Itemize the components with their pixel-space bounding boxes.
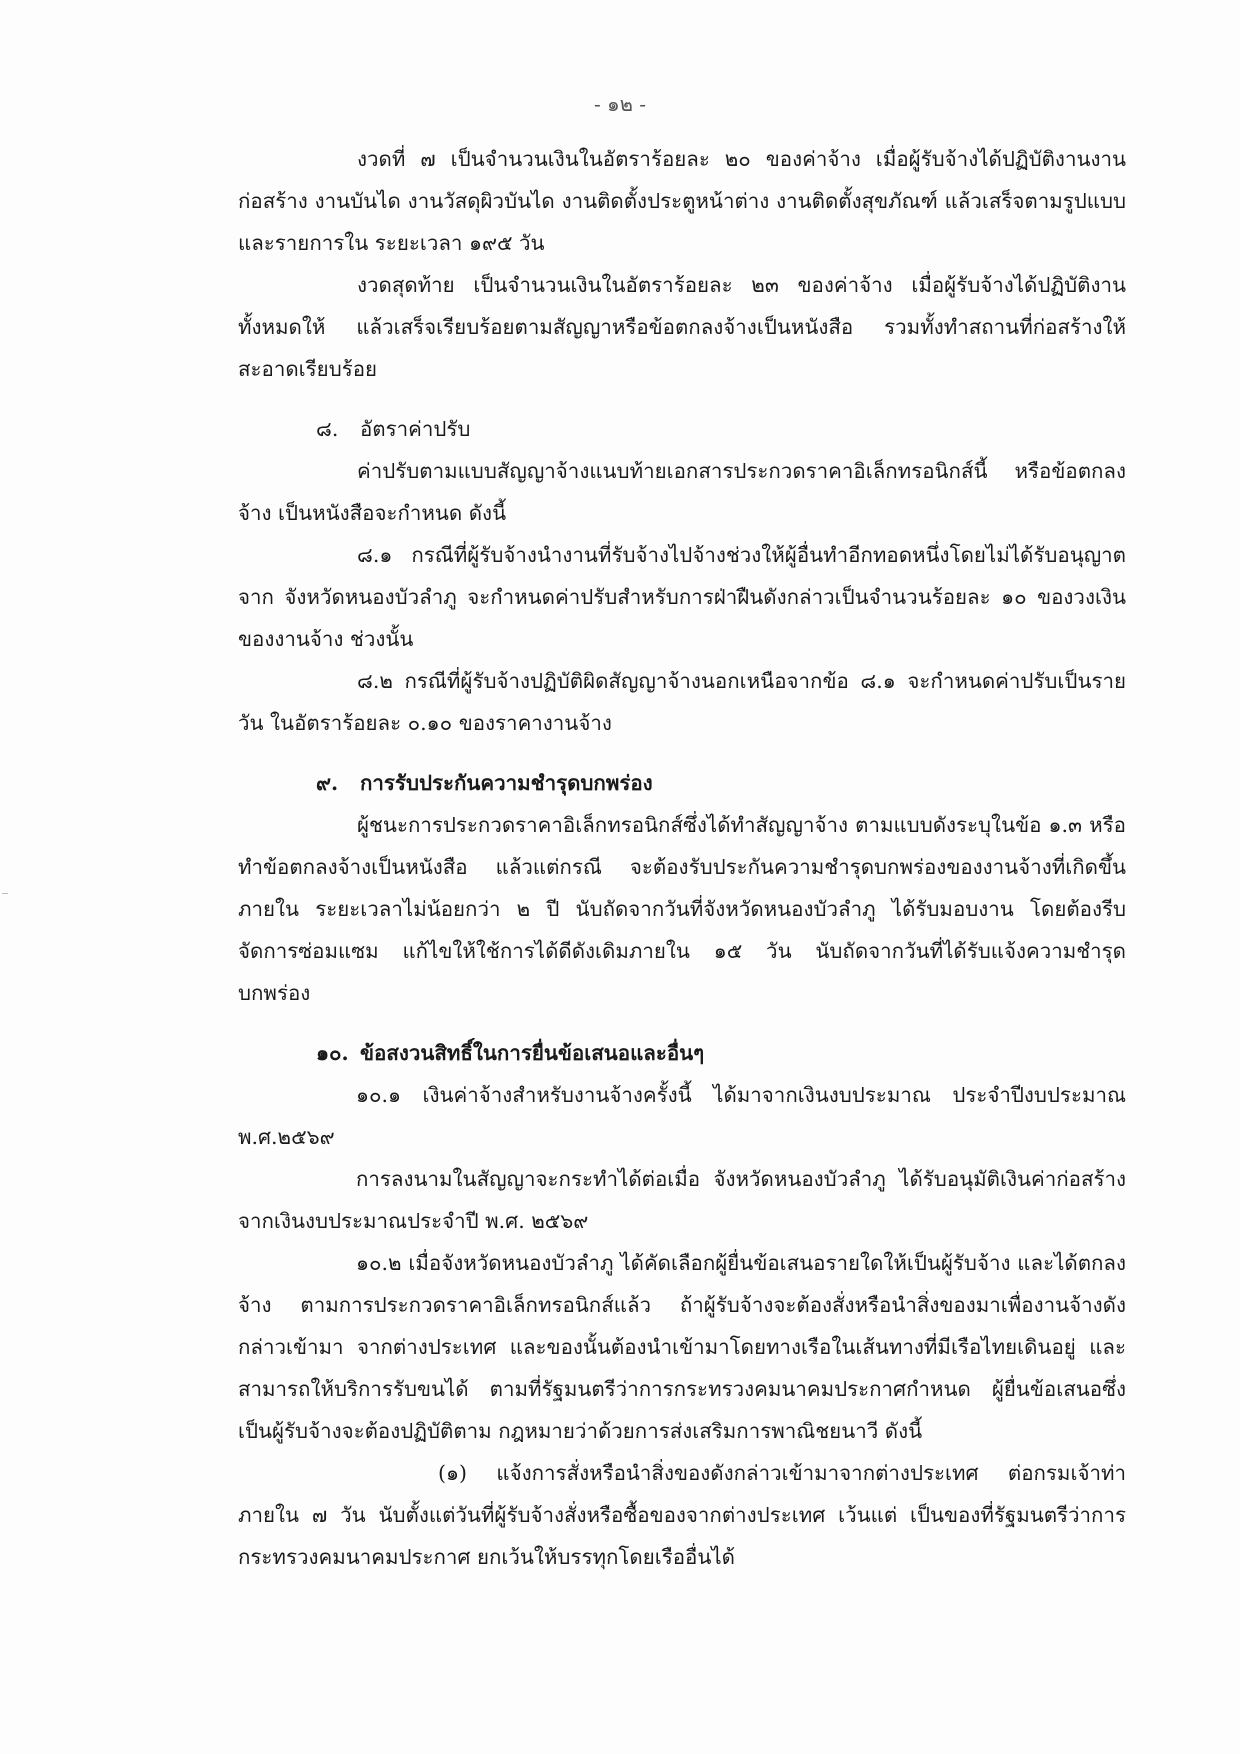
section-title-9: การรับประกันความชำรุดบกพร่อง — [360, 771, 653, 795]
paragraph-fine-intro: ค่าปรับตามแบบสัญญาจ้างแนบท้ายเอกสารประกวดราคาอิเล็กทรอนิกส์นี้ หรือข้อตกลงจ้าง เป็นหนังสือจะกำหนด ดังนี้ — [238, 459, 1126, 525]
section-title-10: ข้อสงวนสิทธิ์ในการยื่นข้อเสนอและอื่นๆ — [360, 1041, 705, 1065]
section-number-10: ๑๐. — [316, 1041, 349, 1065]
section-heading-10 — [238, 1032, 1126, 1074]
page-number: - ๑๒ - — [593, 92, 647, 116]
section-heading-9 — [238, 762, 1126, 804]
paragraph-8-2: ๘.๒ กรณีที่ผู้รับจ้างปฏิบัติผิดสัญญาจ้างนอกเหนือจากข้อ ๘.๑ จะกำหนดค่าปรับเป็นรายวัน ในอัตราร้อยละ ๐.๑๐ ของราคางานจ้าง — [238, 669, 1126, 735]
paragraph-installment-7: งวดที่ ๗ เป็นจำนวนเงินในอัตราร้อยละ ๒๐ ของค่าจ้าง เมื่อผู้รับจ้างได้ปฏิบัติงานงานก่อสร้าง งานบันได งานวัสดุผิวบันได งานติดตั้งประตูหน้าต่าง งานติดตั้งสุขภัณฑ์ แล้วเสร็จตามรูปแบบและรายการใน ระยะเวลา ๑๙๕ วัน — [238, 147, 1126, 255]
section-heading-8 — [238, 408, 1126, 450]
paragraph-10-2: ๑๐.๒ เมื่อจังหวัดหนองบัวลำภู ได้คัดเลือกผู้ยื่นข้อเสนอรายใดให้เป็นผู้รับจ้าง และได้ตกลงจ้าง ตามการประกวดราคาอิเล็กทรอนิกส์แล้ว ถ้าผู้รับจ้างจะต้องสั่งหรือนำสิ่งของมาเพื่องานจ้างดังกล่าวเข้ามา จากต่างประเทศ และของนั้นต้องนำเข้ามาโดยทางเรือในเส้นทางที่มีเรือไทยเดินอยู่ และสามารถให้บริการรับขนได้ ตามที่รัฐมนตรีว่าการกระทรวงคมนาคมประกาศกำหนด ผู้ยื่นข้อเสนอซึ่งเป็นผู้รับจ้างจะต้องปฏิบัติตาม กฎหมายว่าด้วยการส่งเสริมการพาณิชยนาวี ดังนี้ — [238, 1251, 1126, 1443]
paragraph-final-installment: งวดสุดท้าย เป็นจำนวนเงินในอัตราร้อยละ ๒๓ ของค่าจ้าง เมื่อผู้รับจ้างได้ปฏิบัติงานทั้งหมดให้ แล้วเสร็จเรียบร้อยตามสัญญาหรือข้อตกลงจ้างเป็นหนังสือ รวมทั้งทำสถานที่ก่อสร้างให้สะอาดเรียบร้อย — [238, 273, 1126, 381]
section-title-8: อัตราค่าปรับ — [360, 417, 471, 441]
document-body — [238, 138, 1126, 1578]
scan-mark — [2, 893, 8, 894]
paragraph-contract-signing: การลงนามในสัญญาจะกระทำได้ต่อเมื่อ จังหวัดหนองบัวลำภู ได้รับอนุมัติเงินค่าก่อสร้าง จากเงินงบประมาณประจำปี พ.ศ. ๒๕๖๙ — [238, 1167, 1126, 1233]
section-number-9: ๙. — [316, 771, 339, 795]
section-number-8: ๘. — [316, 417, 339, 441]
paragraph-warranty: ผู้ชนะการประกวดราคาอิเล็กทรอนิกส์ซึ่งได้ทำสัญญาจ้าง ตามแบบดังระบุในข้อ ๑.๓ หรือทำข้อตกลงจ้างเป็นหนังสือ แล้วแต่กรณี จะต้องรับประกันความชำรุดบกพร่องของงานจ้างที่เกิดขึ้นภายใน ระยะเวลาไม่น้อยกว่า ๒ ปี นับถัดจากวันที่จังหวัดหนองบัวลำภู ได้รับมอบงาน โดยต้องรีบจัดการซ่อมแซม แก้ไขให้ใช้การได้ดีดังเดิมภายใน ๑๕ วัน นับถัดจากวันที่ได้รับแจ้งความชำรุดบกพร่อง — [238, 813, 1126, 1005]
paragraph-10-1: ๑๐.๑ เงินค่าจ้างสำหรับงานจ้างครั้งนี้ ได้มาจากเงินงบประมาณ ประจำปีงบประมาณ พ.ศ.๒๕๖๙ — [238, 1083, 1126, 1149]
paragraph-10-2-1: (๑) แจ้งการสั่งหรือนำสิ่งของดังกล่าวเข้ามาจากต่างประเทศ ต่อกรมเจ้าท่า ภายใน ๗ วัน นับตั้งแต่วันที่ผู้รับจ้างสั่งหรือซื้อของจากต่างประเทศ เว้นแต่ เป็นของที่รัฐมนตรีว่าการกระทรวงคมนาคมประกาศ ยกเว้นให้บรรทุกโดยเรืออื่นได้ — [238, 1461, 1126, 1569]
paragraph-8-1: ๘.๑ กรณีที่ผู้รับจ้างนำงานที่รับจ้างไปจ้างช่วงให้ผู้อื่นทำอีกทอดหนึ่งโดยไม่ได้รับอนุญาตจาก จังหวัดหนองบัวลำภู จะกำหนดค่าปรับสำหรับการฝ่าฝืนดังกล่าวเป็นจำนวนร้อยละ ๑๐ ของวงเงินของงานจ้าง ช่วงนั้น — [238, 543, 1126, 651]
